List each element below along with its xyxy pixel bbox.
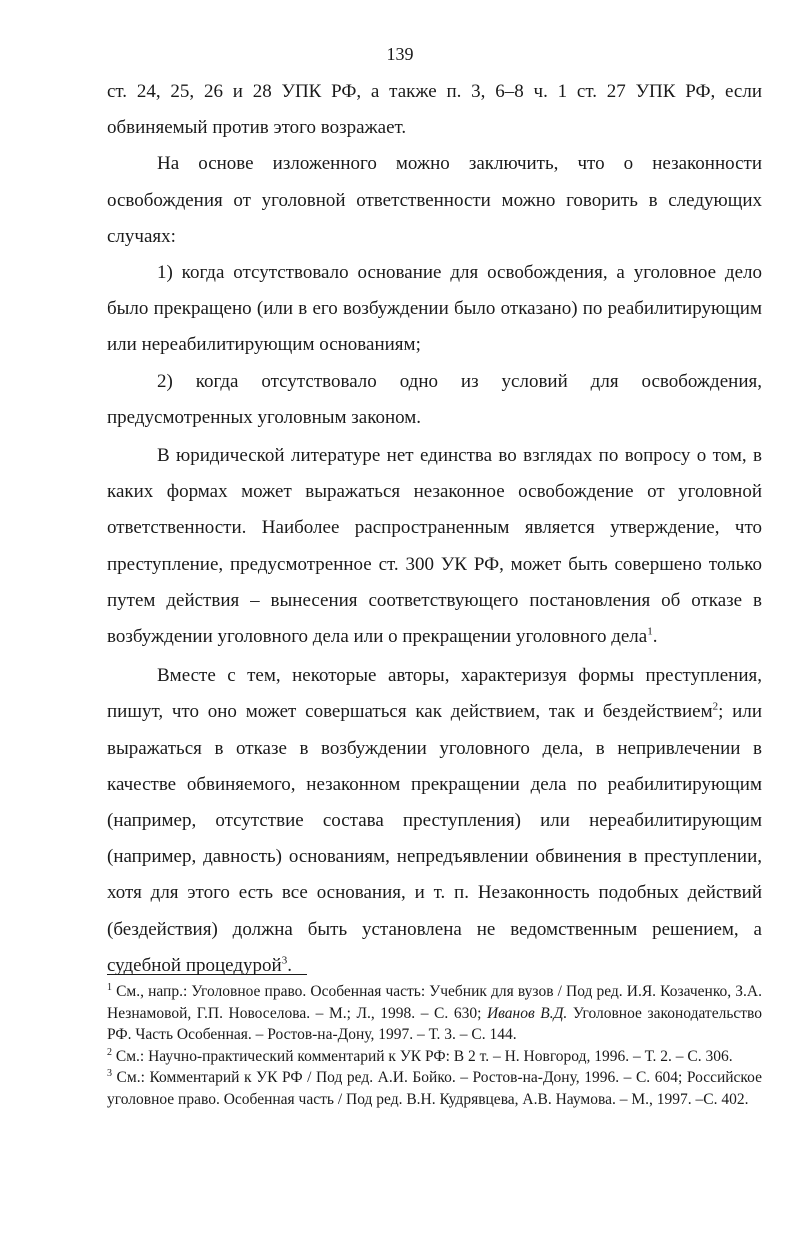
paragraph-5-text: В юридической литературе нет единства во взглядах по вопросу о том, в каких формах может выражаться незаконное освобождение от уголовной ответственности. Наиболее распространенным является утверждение, что преступление, предусмотренное ст. 300 УК РФ, может быть совершено только путем действия – вынесения соответствующего постановления об отказе в возбуждении уголовного дела или о прекращении уголовного дела <box>107 445 762 648</box>
footnote-1-text-a: См., напр.: Уголовное право. Особенная часть: Учебник для вузов / Под ред. И.Я. Козаченко, З.А. Незнамовой, Г.П. Новоселова. – М.; Л., 1998. – С. 630; <box>107 983 762 1022</box>
paragraph-3: 1) когда отсутствовало основание для освобождения, а уголовное дело было прекращено (или в его возбуждении было отказано) по реабилитирующим или нереабилитирующим основаниям; <box>107 262 762 356</box>
footnote-1 <box>107 981 762 1046</box>
footnote-divider <box>107 974 307 975</box>
footnote-2-text: См.: Научно-практический комментарий к УК РФ: В 2 т. – Н. Новгород, 1996. – Т. 2. – С. 306. <box>112 1047 733 1065</box>
footnote-3 <box>107 1067 762 1110</box>
footnote-ref-3: 3 <box>281 954 288 967</box>
paragraph-5: В юридической литературе нет единства во взглядах по вопросу о том, в каких формах может выражаться незаконное освобождение от уголовной ответственности. Наиболее распространенным является утверждение, что преступление, предусмотренное ст. 300 УК РФ, может быть совершено только путем действия – вынесения соответствующего постановления об отказе в возбуждении уголовного дела или о прекращении уголовного дела$^1$. <box>107 445 762 648</box>
footnote-2 <box>107 1046 762 1068</box>
footnote-ref-2: 2 <box>712 701 719 714</box>
footnote-mark-1: 1 <box>107 981 112 993</box>
footnote-mark-2: 2 <box>107 1046 112 1058</box>
body-text <box>107 74 762 984</box>
footnote-1-text-b: Уголовное законодательство РФ. Часть Особенная. – Ростов-на-Дону, 1997. – Т. 3. – С. 144. <box>107 1004 763 1043</box>
paragraph-6-text-c: . <box>287 954 292 976</box>
footnote-mark-3: 3 <box>107 1067 112 1079</box>
paragraph-1: ст. 24, 25, 26 и 28 УПК РФ, а также п. 3, 6–8 ч. 1 ст. 27 УПК РФ, если обвиняемый против этого возражает. <box>107 81 762 139</box>
paragraph-4: 2) когда отсутствовало одно из условий для освобождения, предусмотренных уголовным законом. <box>107 370 762 428</box>
footnote-ref-1: 1 <box>647 625 653 638</box>
footnote-3-text: См.: Комментарий к УК РФ / Под ред. А.И. Бойко. – Ростов-на-Дону, 1996. – С. 604; Российское уголовное право. Особенная часть / Под ред. В.Н. Кудрявцева, А.В. Наумова. – М., 1997. –С. 402. <box>107 1069 762 1108</box>
paragraph-6 <box>107 658 762 984</box>
paragraph-6-text-b: ; или выражаться в отказе в возбуждении уголовного дела, в непривлечении в качестве обвиняемого, незаконном прекращении дела по реабилитирующим (например, отсутствие состава преступления) или нереабилитирующим (например, давность) основаниям, непредъявлении обвинения в преступлении, хотя для этого есть все основания, и т. п. Незаконность подобных действий (бездействия) должна быть установлена не ведомственным решением, а судебной процедурой <box>107 701 762 976</box>
footnotes-section <box>107 974 762 1110</box>
paragraph-6-text-a: Вместе с тем, некоторые авторы, характеризуя формы преступления, пишут, что оно может совершаться как действием, так и бездействием <box>107 665 762 723</box>
footnote-1-author: Иванов В.Д. <box>486 1004 568 1022</box>
page-number: 139 <box>386 44 414 64</box>
paragraph-2: На основе изложенного можно заключить, что о незаконности освобождения от уголовной ответственности можно говорить в следующих случаях: <box>107 153 762 247</box>
